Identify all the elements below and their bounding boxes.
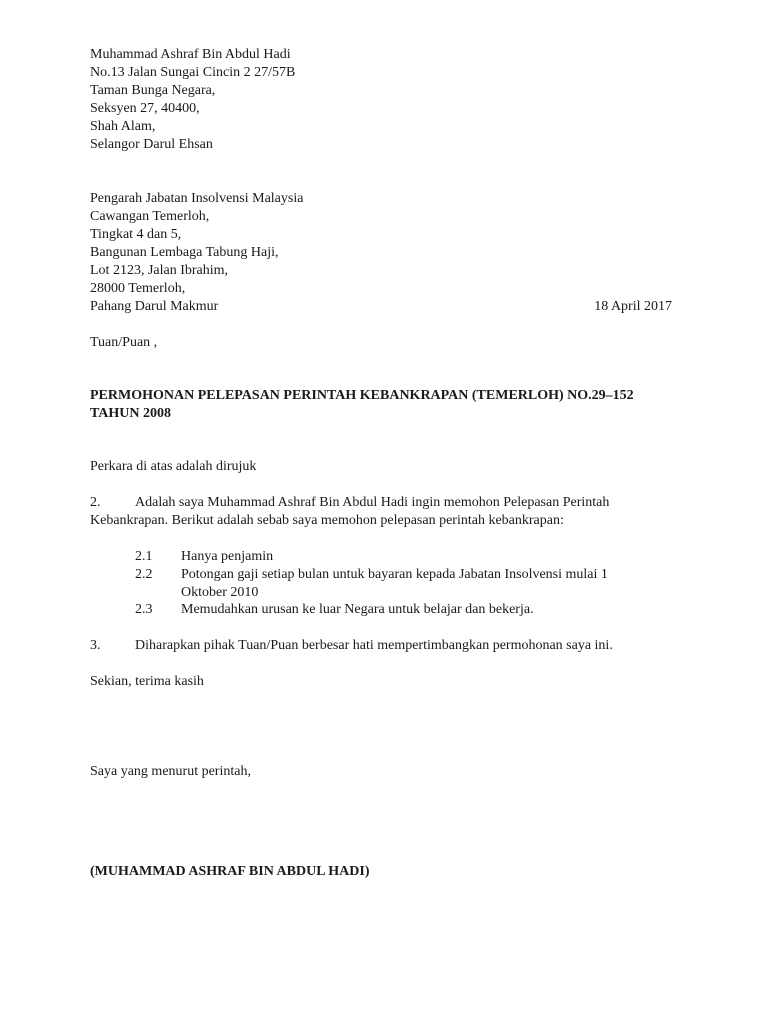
reason-number: 2.1 <box>135 549 153 564</box>
recipient-address-line: Cawangan Temerloh, <box>90 209 210 224</box>
sender-address-line: Shah Alam, <box>90 119 156 134</box>
sender-name: Muhammad Ashraf Bin Abdul Hadi <box>90 47 291 62</box>
recipient-address-line: Lot 2123, Jalan Ibrahim, <box>90 263 229 278</box>
subject-heading: TAHUN 2008 <box>90 406 172 421</box>
recipient-address-line: 28000 Temerloh, <box>90 281 186 296</box>
sender-address-line: No.13 Jalan Sungai Cincin 2 27/57B <box>90 65 296 80</box>
recipient-address-line: Bangunan Lembaga Tabung Haji, <box>90 245 279 260</box>
reason-number: 2.3 <box>135 602 153 617</box>
signoff-line: Saya yang menurut perintah, <box>90 764 251 779</box>
sender-address-line: Selangor Darul Ehsan <box>90 137 213 152</box>
salutation: Tuan/Puan , <box>90 335 158 350</box>
paragraph-number: 2. <box>90 495 101 510</box>
reason-text: Memudahkan urusan ke luar Negara untuk belajar dan bekerja. <box>181 602 534 617</box>
subject-heading: PERMOHONAN PELEPASAN PERINTAH KEBANKRAPAN (TEMERLOH) NO.29–152 <box>90 388 634 403</box>
sender-address-line: Seksyen 27, 40400, <box>90 101 200 116</box>
letter-date: 18 April 2017 <box>594 299 672 314</box>
reference-line: Perkara di atas adalah dirujuk <box>90 459 257 474</box>
recipient-address-line: Pahang Darul Makmur <box>90 299 219 314</box>
paragraph-number: 3. <box>90 638 101 653</box>
paragraph-text: Diharapkan pihak Tuan/Puan berbesar hati mempertimbangkan permohonan saya ini. <box>135 638 613 653</box>
recipient-address-line: Tingkat 4 dan 5, <box>90 227 182 242</box>
reason-number: 2.2 <box>135 567 153 582</box>
recipient-title: Pengarah Jabatan Insolvensi Malaysia <box>90 191 304 206</box>
signature-name: (MUHAMMAD ASHRAF BIN ABDUL HADI) <box>90 864 370 879</box>
reason-text: Potongan gaji setiap bulan untuk bayaran kepada Jabatan Insolvensi mulai 1 <box>181 567 608 582</box>
paragraph-text: Adalah saya Muhammad Ashraf Bin Abdul Hadi ingin memohon Pelepasan Perintah <box>135 495 610 510</box>
closing-line: Sekian, terima kasih <box>90 674 204 689</box>
reason-text: Oktober 2010 <box>181 585 259 600</box>
reason-text: Hanya penjamin <box>181 549 274 564</box>
sender-address-line: Taman Bunga Negara, <box>90 83 216 98</box>
paragraph-text: Kebankrapan. Berikut adalah sebab saya memohon pelepasan perintah kebankrapan: <box>90 513 564 528</box>
